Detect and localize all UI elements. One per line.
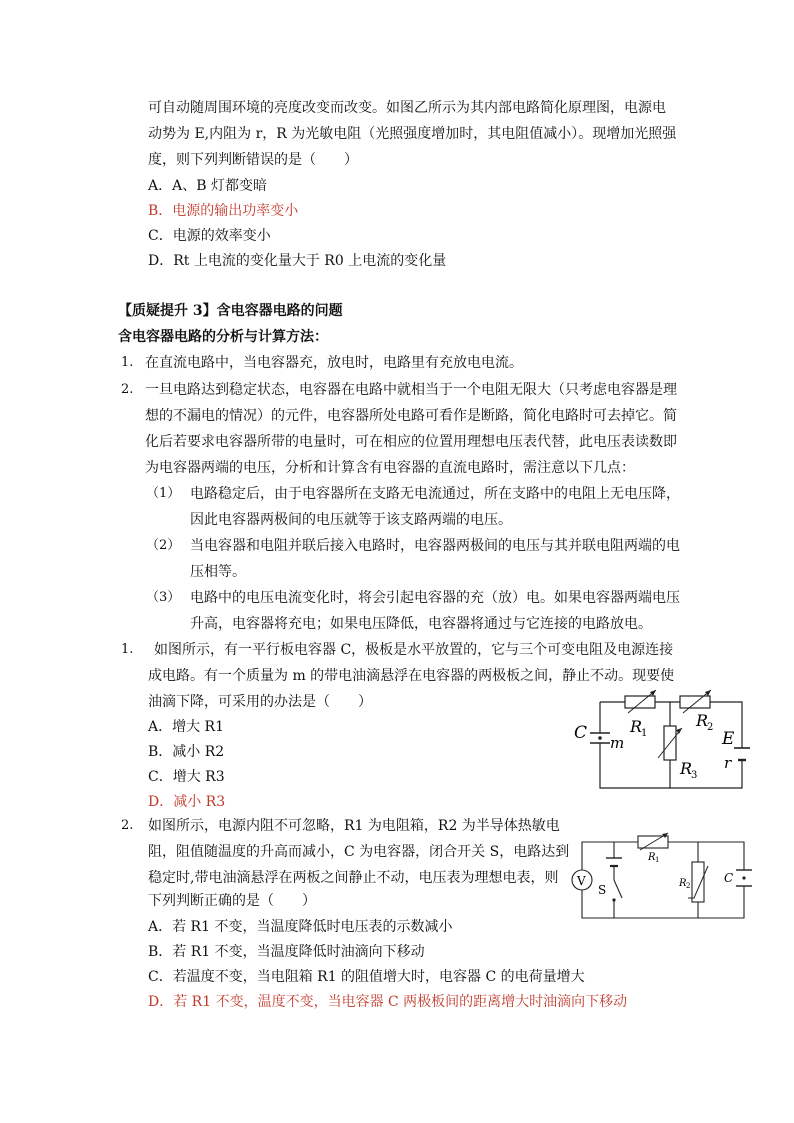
question-1-line-1: 如图所示，有一平行板电容器 C，极板是水平放置的，它与三个可变电阻及电源连接 [154,642,674,658]
label-r2-sub: 2 [707,722,714,733]
circuit-diagram-2 [568,830,758,926]
question-2-option-a: A．若 R1 不变，当温度降低时电压表的示数减小 [148,919,453,935]
label-r2-thermistor: R [679,878,687,889]
question-2-option-d: D．若 R1 不变，温度不变，当电容器 C 两极板间的距离增大时油滴向下移动 [148,994,628,1010]
question-2-option-b: B．若 R1 不变，当温度降低时油滴向下移动 [148,944,425,960]
question-1-option-a: A．增大 R1 [148,719,225,735]
label-r: r [724,754,732,772]
question-1-line-2: 成电路。有一个质量为 m 的带电油滴悬浮在电容器的两极板之间，静止不动。现要使 [148,668,675,684]
label-r1-box: R [648,852,656,863]
label-s: S [598,883,607,897]
label-m: m [610,734,625,752]
paragraph-2-line-2: 想的不漏电的情况）的元件，电容器所处电路可看作是断路，简化电路时可去掉它。简 [145,408,677,424]
label-r2-thermistor-sub: 2 [686,882,691,890]
question-2-number: 2. [121,818,134,833]
q-intro-option-a: A．A、B 灯都变暗 [148,178,267,194]
r2-resistor [680,696,710,708]
paragraph-1: 在直流电路中，当电容器充，放电时，电路里有充放电电流。 [145,355,523,371]
question-2-line-2: 阻，阻值随温度的升高而减小，C 为电容器，闭合开关 S，电路达到 [148,844,570,860]
question-2-line-4: 下列判断正确的是（ ） [148,893,316,909]
sub-point-2-line-2: 压相等。 [190,564,246,580]
sub-point-1-line-1: 电路稳定后，由于电容器所在支路无电流通过，所在支路中的电阻上无电压降， [190,486,680,502]
section-heading: 【质疑提升 3】含电容器电路的问题 [118,303,343,319]
label-e: E [722,729,735,749]
circuit-diagram-1 [570,688,760,798]
q-intro-line-1: 可自动随周围环境的亮度改变而改变。如图乙所示为其内部电路简化原理图，电源电 [148,100,666,116]
label-r2: R [696,711,709,730]
oil-drop-2 [742,876,745,879]
label-c-2: C [724,871,734,885]
label-r1-sub: 1 [641,728,648,739]
paragraph-2-number: 2. [121,382,134,397]
sub-point-1-number: （1） [146,486,181,501]
question-1-option-c: C．增大 R3 [148,769,225,785]
q-intro-option-d: D．Rt 上电流的变化量大于 R0 上电流的变化量 [148,253,447,269]
q-intro-line-2: 动势为 E,内阻为 r，R 为光敏电阻（光照强度增加时，其电阻值减小）。现增加光照强 [148,126,677,142]
label-c: C [574,723,588,743]
paragraph-2-line-4: 为电容器两端的电压，分析和计算含有电容器的直流电路时，需注意以下几点： [145,460,635,476]
question-1-line-3: 油滴下降，可采用的办法是（ ） [148,694,372,710]
question-1-option-d: D．减小 R3 [148,794,226,810]
switch-lever [614,880,622,898]
paragraph-2-line-3: 化后若要求电容器所带的电量时，可在相应的位置用理想电压表代替，此电压表读数即 [145,434,677,450]
paragraph-2-line-1: 一旦电路达到稳定状态，电容器在电路中就相当于一个电阻无限大（只考虑电容器是理 [145,382,677,398]
q-intro-option-c: C．电源的效率变小 [148,228,271,244]
q-intro-line-3: 度，则下列判断错误的是（ ） [148,152,358,168]
sub-point-3-number: （3） [146,590,181,605]
question-1-number: 1. [121,642,134,657]
sub-point-2-line-1: 当电容器和电阻并联后接入电路时，电容器两极间的电压与其并联电阻两端的电 [190,538,680,554]
r1-resistor [625,696,655,708]
question-2-line-1: 如图所示，电源内阻不可忽略，R1 为电阻箱，R2 为半导体热敏电 [148,818,560,834]
sub-point-3-line-2: 升高，电容器将充电；如果电压降低，电容器将通过与它连接的电路放电。 [190,616,652,632]
label-r3-sub: 3 [691,770,698,781]
sub-point-1-line-2: 因此电容器两极间的电压就等于该支路两端的电压。 [190,512,512,528]
oil-drop [598,736,602,740]
sub-point-3-line-1: 电路中的电压电流变化时，将会引起电容器的充（放）电。如果电容器两端电压 [190,590,680,606]
r2-thermistor [692,862,704,902]
question-2-line-3: 稳定时,带电油滴悬浮在两板之间静止不动，电压表为理想电表，则 [148,870,559,886]
paragraph-1-number: 1. [121,355,134,370]
section-subheading: 含电容器电路的分析与计算方法： [118,329,328,345]
switch-pivot [612,898,615,901]
label-v: V [577,874,586,888]
label-r1: R [630,717,643,736]
label-r1-box-sub: 1 [655,856,660,864]
sub-point-2-number: （2） [146,538,181,553]
question-2-option-c: C．若温度不变，当电阻箱 R1 的阻值增大时，电容器 C 的电荷量增大 [148,969,585,985]
question-1-option-b: B．减小 R2 [148,744,225,760]
q-intro-option-b: B．电源的输出功率变小 [148,203,299,219]
label-r3: R [680,759,693,778]
